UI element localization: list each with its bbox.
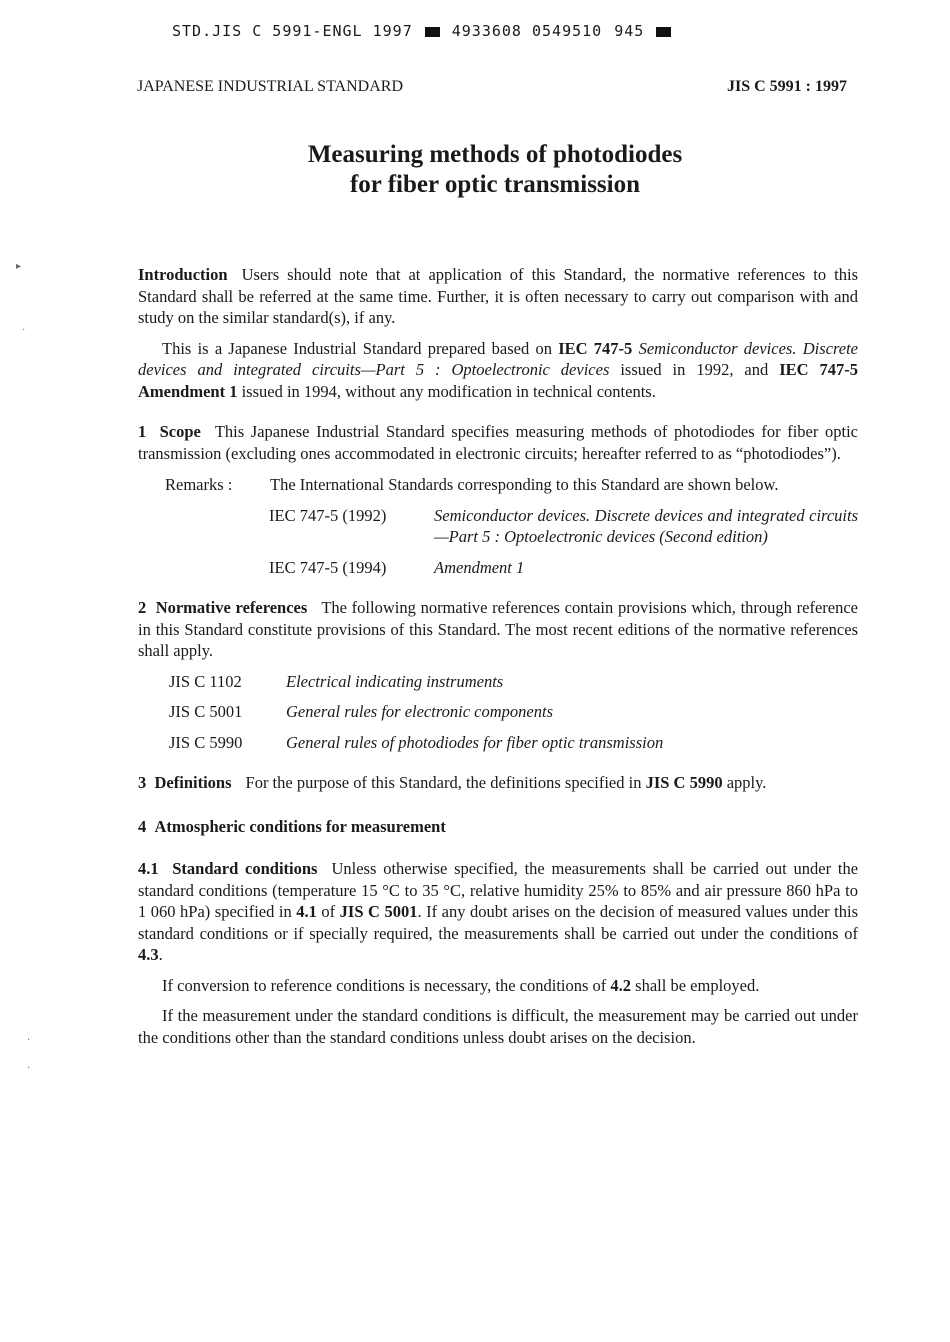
iec-reference-list — [269, 505, 858, 579]
scan-header-code: 945 — [614, 22, 645, 41]
standard-conditions-section: 4.1 Standard conditions Unless otherwise specified, the measurements shall be carried out under the standard conditions (temperature 15 °C to 35 °C, relative humidity 25% to 85% and air pressure 860 hPa to 1 060 hPa) specified in 4.1 of JIS C 5001. If any doubt arises on the decision of measured values under this standard conditions or if specially required, the measurements shall be carried out under the conditions of 4.3. — [138, 859, 859, 964]
list-item: JIS C 1102 Electrical indicating instruments — [169, 671, 504, 691]
remarks-label: Remarks : — [165, 475, 233, 494]
reference-conditions-paragraph: If conversion to reference conditions is necessary, the conditions of 4.2 shall be employed. — [162, 975, 760, 995]
normative-reference-list — [169, 671, 858, 754]
introduction-paragraph: Introduction Users should note that at application of this Standard, the normative references to this Standard shall be referred at the same time. Further, it is often necessary to carry out comparison with and study on the similar standard(s), if any. — [138, 265, 858, 327]
scan-speck: ▸ — [16, 261, 22, 272]
introduction-basis-paragraph: This is a Japanese Industrial Standard prepared based on IEC 747-5 Semiconductor devices. Discrete devices and integrated circuits—Part 5 : Optoelectronic devices issued in 1992, and IEC 747-5 Amendment 1 issued in 1994, without any modification in technical contents. — [138, 338, 858, 401]
document-body — [138, 264, 858, 1048]
remarks-text: The International Standards corresponding to this Standard are shown below. — [270, 475, 779, 494]
title-line-2: for fiber optic transmission — [349, 171, 641, 198]
black-block-mark — [425, 27, 440, 37]
scan-speck: · — [27, 1063, 31, 1074]
scope-heading: 1 Scope — [138, 422, 201, 441]
standard-conditions-heading: 4.1 Standard conditions — [138, 859, 318, 878]
definitions-section: 3 Definitions For the purpose of this Standard, the definitions specified in JIS C 5990 apply. — [138, 773, 767, 792]
title-line-1: Measuring methods of photodiodes — [307, 141, 683, 168]
scan-speck: · — [27, 1035, 31, 1046]
alternative-conditions-paragraph: If the measurement under the standard conditions is difficult, the measurement may be carried out under the conditions other than the standard conditions unless doubt arises on the decision. — [138, 1006, 858, 1047]
normative-references-heading: 2 Normative references — [138, 598, 308, 617]
definitions-heading: 3 Definitions — [138, 773, 232, 792]
scan-header-line — [172, 20, 671, 44]
scan-header-left: STD.JIS C 5991-ENGL 1997 — [172, 22, 413, 41]
standard-number: JIS C 5991 : 1997 — [726, 78, 847, 95]
scope-section: 1 Scope This Japanese Industrial Standard specifies measuring methods of photodiodes for fiber optic transmission (excluding ones accommodated in electronic circuits; hereafter referred to as “photodiodes”). — [138, 422, 859, 463]
list-item: JIS C 5990 General rules of photodiodes for fiber optic transmission — [169, 732, 664, 752]
atmospheric-conditions-heading: 4 Atmospheric conditions for measurement — [138, 816, 446, 836]
scan-speck: · — [22, 325, 26, 336]
scope-remarks — [138, 474, 858, 496]
list-item: IEC 747-5 (1992) Semiconductor devices. Discrete devices and integrated circuits—Part 5 : Optoelectronic devices (Second edition) — [269, 505, 858, 546]
list-item: JIS C 5001 General rules for electronic components — [169, 702, 553, 721]
page-title — [0, 140, 950, 200]
introduction-heading: Introduction — [138, 265, 228, 284]
black-block-mark — [656, 27, 671, 37]
standard-header-left: JAPANESE INDUSTRIAL STANDARD — [137, 78, 403, 95]
list-item: IEC 747-5 (1994) Amendment 1 — [269, 557, 525, 577]
scan-header-barcode: 4933608 0549510 — [451, 22, 603, 41]
normative-references-section: 2 Normative references The following normative references contain provisions which, through reference in this Standard constitute provisions of this Standard. The most recent editions of the normative references shall apply. — [138, 598, 858, 660]
